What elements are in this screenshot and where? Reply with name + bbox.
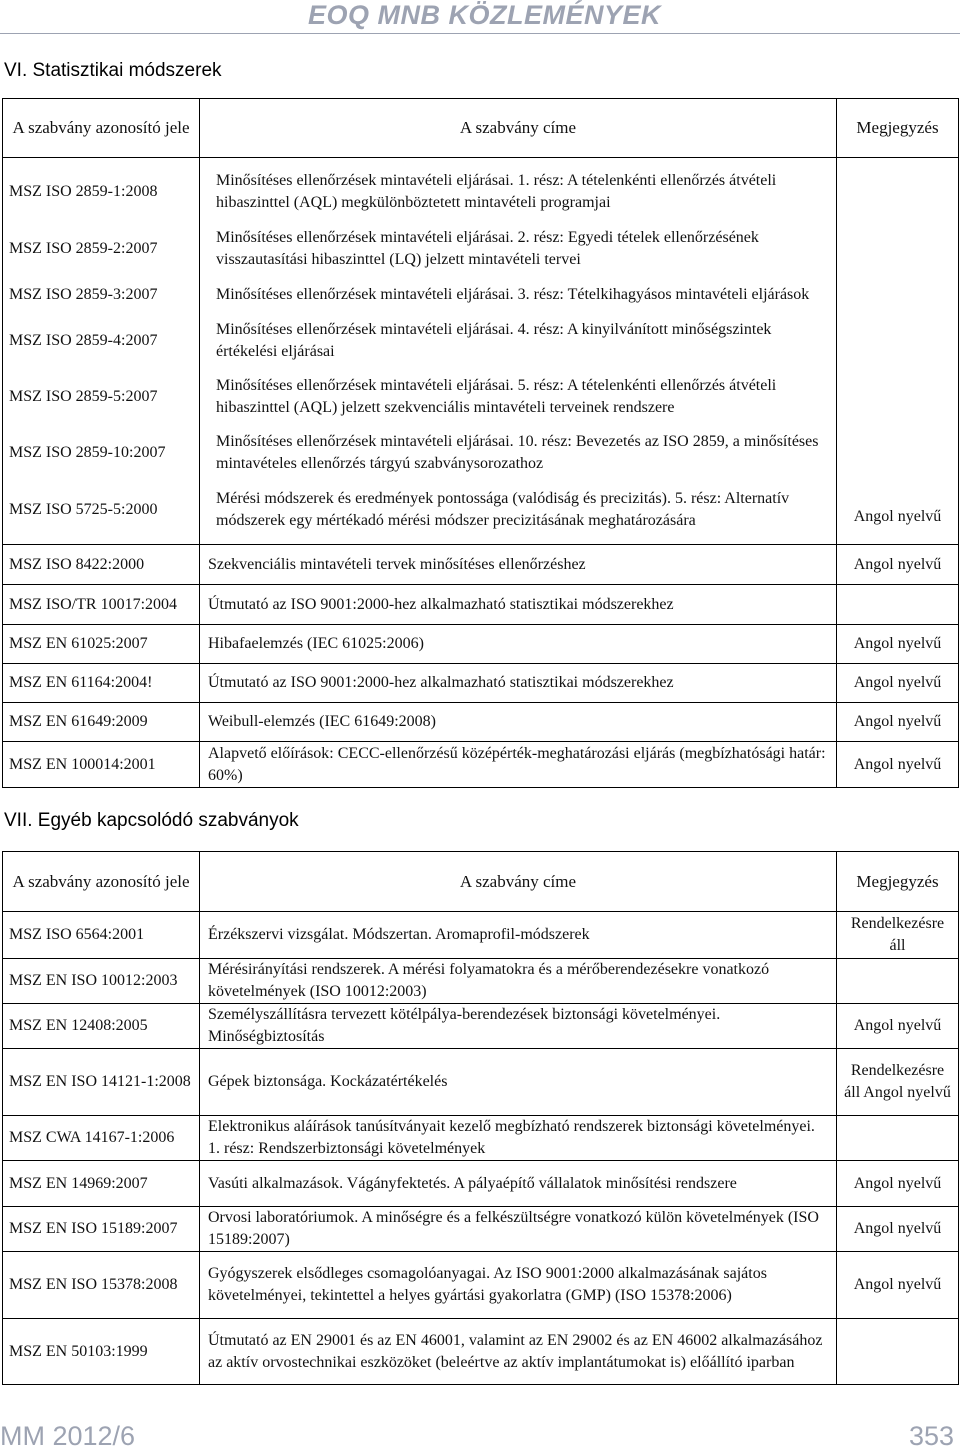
note-text: Angol nyelvű	[837, 1004, 959, 1049]
journal-header-title: EOQ MNB KÖZLEMÉNYEK	[308, 0, 662, 30]
table-header-row	[3, 852, 959, 912]
table-row	[3, 545, 959, 585]
standard-code: MSZ ISO/TR 10017:2004	[3, 585, 200, 625]
standard-code: MSZ EN ISO 10012:2003	[3, 959, 200, 1004]
note-text: Angol nyelvű	[837, 664, 959, 703]
column-header-title: A szabvány címe	[200, 852, 837, 912]
table-row	[3, 1319, 959, 1385]
table-row	[3, 1207, 959, 1252]
table-row	[3, 912, 959, 959]
standard-code: MSZ EN ISO 15189:2007	[3, 1207, 200, 1252]
standard-code: MSZ ISO 2859-10:2007	[9, 444, 166, 461]
standard-title: Mérési módszerek és eredmények pontossága (valódiság és precizitás). 5. rész: Alternatív módszerek egy mértékadó mérési módszer precizitásának meghatározására	[216, 490, 790, 529]
standard-code: MSZ CWA 14167-1:2006	[3, 1116, 200, 1161]
standard-title: Orvosi laboratóriumok. A minőségre és a felkészültségre vonatkozó külön követelmények (ISO 15189:2007)	[200, 1207, 837, 1252]
note-text: Angol nyelvű	[837, 1161, 959, 1207]
header-divider	[0, 33, 960, 34]
note-text	[837, 585, 959, 625]
standard-title: Útmutató az ISO 9001:2000-hez alkalmazható statisztikai módszerekhez	[200, 664, 837, 703]
standard-code: MSZ EN 61025:2007	[3, 625, 200, 664]
standard-title: Személyszállításra tervezett kötélpálya-berendezések biztonsági követelményei. Minőségbiztosítás	[200, 1004, 837, 1049]
standard-title: Útmutató az ISO 9001:2000-hez alkalmazható statisztikai módszerekhez	[200, 585, 837, 625]
table-row	[3, 959, 959, 1004]
note-text: Angol nyelvű	[837, 1207, 959, 1252]
group-titles-cell	[200, 158, 837, 545]
standard-title: Vasúti alkalmazások. Vágányfektetés. A pályaépítő vállalatok minősítési rendszere	[200, 1161, 837, 1207]
standard-code: MSZ ISO 2859-3:2007	[9, 286, 158, 303]
standard-title: Minősítéses ellenőrzések mintavételi eljárásai. 10. rész: Bevezetés az ISO 2859, a minősítéses mintavételes ellenőrzés tárgyú szabványsorozathoz	[216, 433, 819, 472]
standard-title: Mérésirányítási rendszerek. A mérési folyamatokra és a mérőberendezésekre vonatkozó követelmények (ISO 10012:2003)	[200, 959, 837, 1004]
standard-title: Gyógyszerek elsődleges csomagolóanyagai. Az ISO 9001:2000 alkalmazásának sajátos követelményei, tekintettel a helyes gyártási gyakorlatra (GMP) (ISO 15378:2006)	[200, 1252, 837, 1319]
standard-code: MSZ EN 61649:2009	[3, 703, 200, 742]
footer-page-number: 353	[908, 1421, 954, 1451]
table-row	[3, 1252, 959, 1319]
standard-code: MSZ EN 100014:2001	[3, 742, 200, 788]
standard-title: Minősítéses ellenőrzések mintavételi eljárásai. 2. rész: Egyedi tételek ellenőrzésének visszautasítási hibaszinttel (LQ) jelzett mintavételi tervei	[216, 229, 759, 268]
table-row	[3, 664, 959, 703]
standard-title: Minősítéses ellenőrzések mintavételi eljárásai. 3. rész: Tételkihagyásos mintavételi eljárások	[216, 286, 810, 303]
standard-code: MSZ ISO 2859-5:2007	[9, 388, 158, 405]
standard-code: MSZ ISO 5725-5:2000	[9, 501, 158, 518]
note-text	[837, 1116, 959, 1161]
standard-title: Útmutató az EN 29001 és az EN 46001, valamint az EN 29002 és az EN 46002 alkalmazásához az aktív orvostechnikai eszközöket (beleértve az aktív implantátumokat is) előállító iparban	[200, 1319, 837, 1385]
note-text: Rendelkezésre áll	[837, 912, 959, 959]
standard-code: MSZ ISO 8422:2000	[3, 545, 200, 585]
table-row	[3, 1116, 959, 1161]
table-header-row	[3, 99, 959, 158]
column-header-code: A szabvány azonosító jele	[3, 852, 200, 912]
standard-title: Érzékszervi vizsgálat. Módszertan. Aromaprofil-módszerek	[200, 912, 837, 959]
standard-title: Minősítéses ellenőrzések mintavételi eljárásai. 1. rész: A tételenkénti ellenőrzés átvételi hibaszinttel (AQL) megkülönböztetett mintavételi programjai	[216, 172, 777, 211]
note-text: Angol nyelvű	[837, 742, 959, 788]
note-text: Angol nyelvű	[837, 625, 959, 664]
standard-title: Weibull-elemzés (IEC 61649:2008)	[200, 703, 837, 742]
note-text: Rendelkezésre áll Angol nyelvű	[837, 1049, 959, 1116]
standard-code: MSZ EN 50103:1999	[3, 1319, 200, 1385]
section-6-title: VI. Statisztikai módszerek	[4, 60, 222, 81]
section-7-title: VII. Egyéb kapcsolódó szabványok	[4, 810, 299, 831]
section-7-table	[2, 851, 959, 1385]
column-header-note: Megjegyzés	[837, 852, 959, 912]
standard-title: Alapvető előírások: CECC-ellenőrzésű középérték-meghatározási eljárás (megbízhatósági határ: 60%)	[200, 742, 837, 788]
standard-title: Hibafaelemzés (IEC 61025:2006)	[200, 625, 837, 664]
table-row	[3, 1161, 959, 1207]
footer-issue: MM 2012/6	[0, 1421, 136, 1451]
standard-title: Minősítéses ellenőrzések mintavételi eljárásai. 5. rész: A tételenkénti ellenőrzés átvételi hibaszinttel (AQL) jelzett szekvenciális mintavételi terveinek rendszere	[216, 377, 777, 416]
note-text: Angol nyelvű	[837, 703, 959, 742]
standard-title: Elektronikus aláírások tanúsítványait kezelő megbízható rendszerek biztonsági követelményei. 1. rész: Rendszerbiztonsági követelmények	[200, 1116, 837, 1161]
column-header-title: A szabvány címe	[200, 99, 837, 158]
standard-code: MSZ ISO 2859-1:2008	[9, 183, 158, 200]
group-row-1	[3, 158, 959, 545]
standard-title: Minősítéses ellenőrzések mintavételi eljárásai. 4. rész: A kinyilvánított minőségszintek értékelési eljárásai	[216, 321, 772, 360]
table-row	[3, 703, 959, 742]
table-row	[3, 585, 959, 625]
group-note-cell	[837, 158, 959, 545]
table-row	[3, 625, 959, 664]
standard-code: MSZ EN 12408:2005	[3, 1004, 200, 1049]
note-text: Angol nyelvű	[837, 1252, 959, 1319]
note-text	[837, 959, 959, 1004]
column-header-note: Megjegyzés	[837, 99, 959, 158]
standard-code: MSZ EN ISO 14121-1:2008	[3, 1049, 200, 1116]
column-header-code: A szabvány azonosító jele	[3, 99, 200, 158]
standard-title: Gépek biztonsága. Kockázatértékelés	[200, 1049, 837, 1116]
table-row	[3, 742, 959, 788]
standard-code: MSZ ISO 2859-2:2007	[9, 240, 158, 257]
table-row	[3, 1004, 959, 1049]
section-6-table	[2, 98, 959, 788]
note-text	[837, 1319, 959, 1385]
standard-code: MSZ ISO 6564:2001	[3, 912, 200, 959]
standard-code: MSZ EN 14969:2007	[3, 1161, 200, 1207]
table-row	[3, 1049, 959, 1116]
note-text: Angol nyelvű	[853, 508, 942, 525]
group-codes-cell	[3, 158, 200, 545]
standard-code: MSZ EN 61164:2004!	[3, 664, 200, 703]
standard-title: Szekvenciális mintavételi tervek minősítéses ellenőrzéshez	[200, 545, 837, 585]
standard-code: MSZ ISO 2859-4:2007	[9, 332, 158, 349]
note-text: Angol nyelvű	[837, 545, 959, 585]
standard-code: MSZ EN ISO 15378:2008	[3, 1252, 200, 1319]
